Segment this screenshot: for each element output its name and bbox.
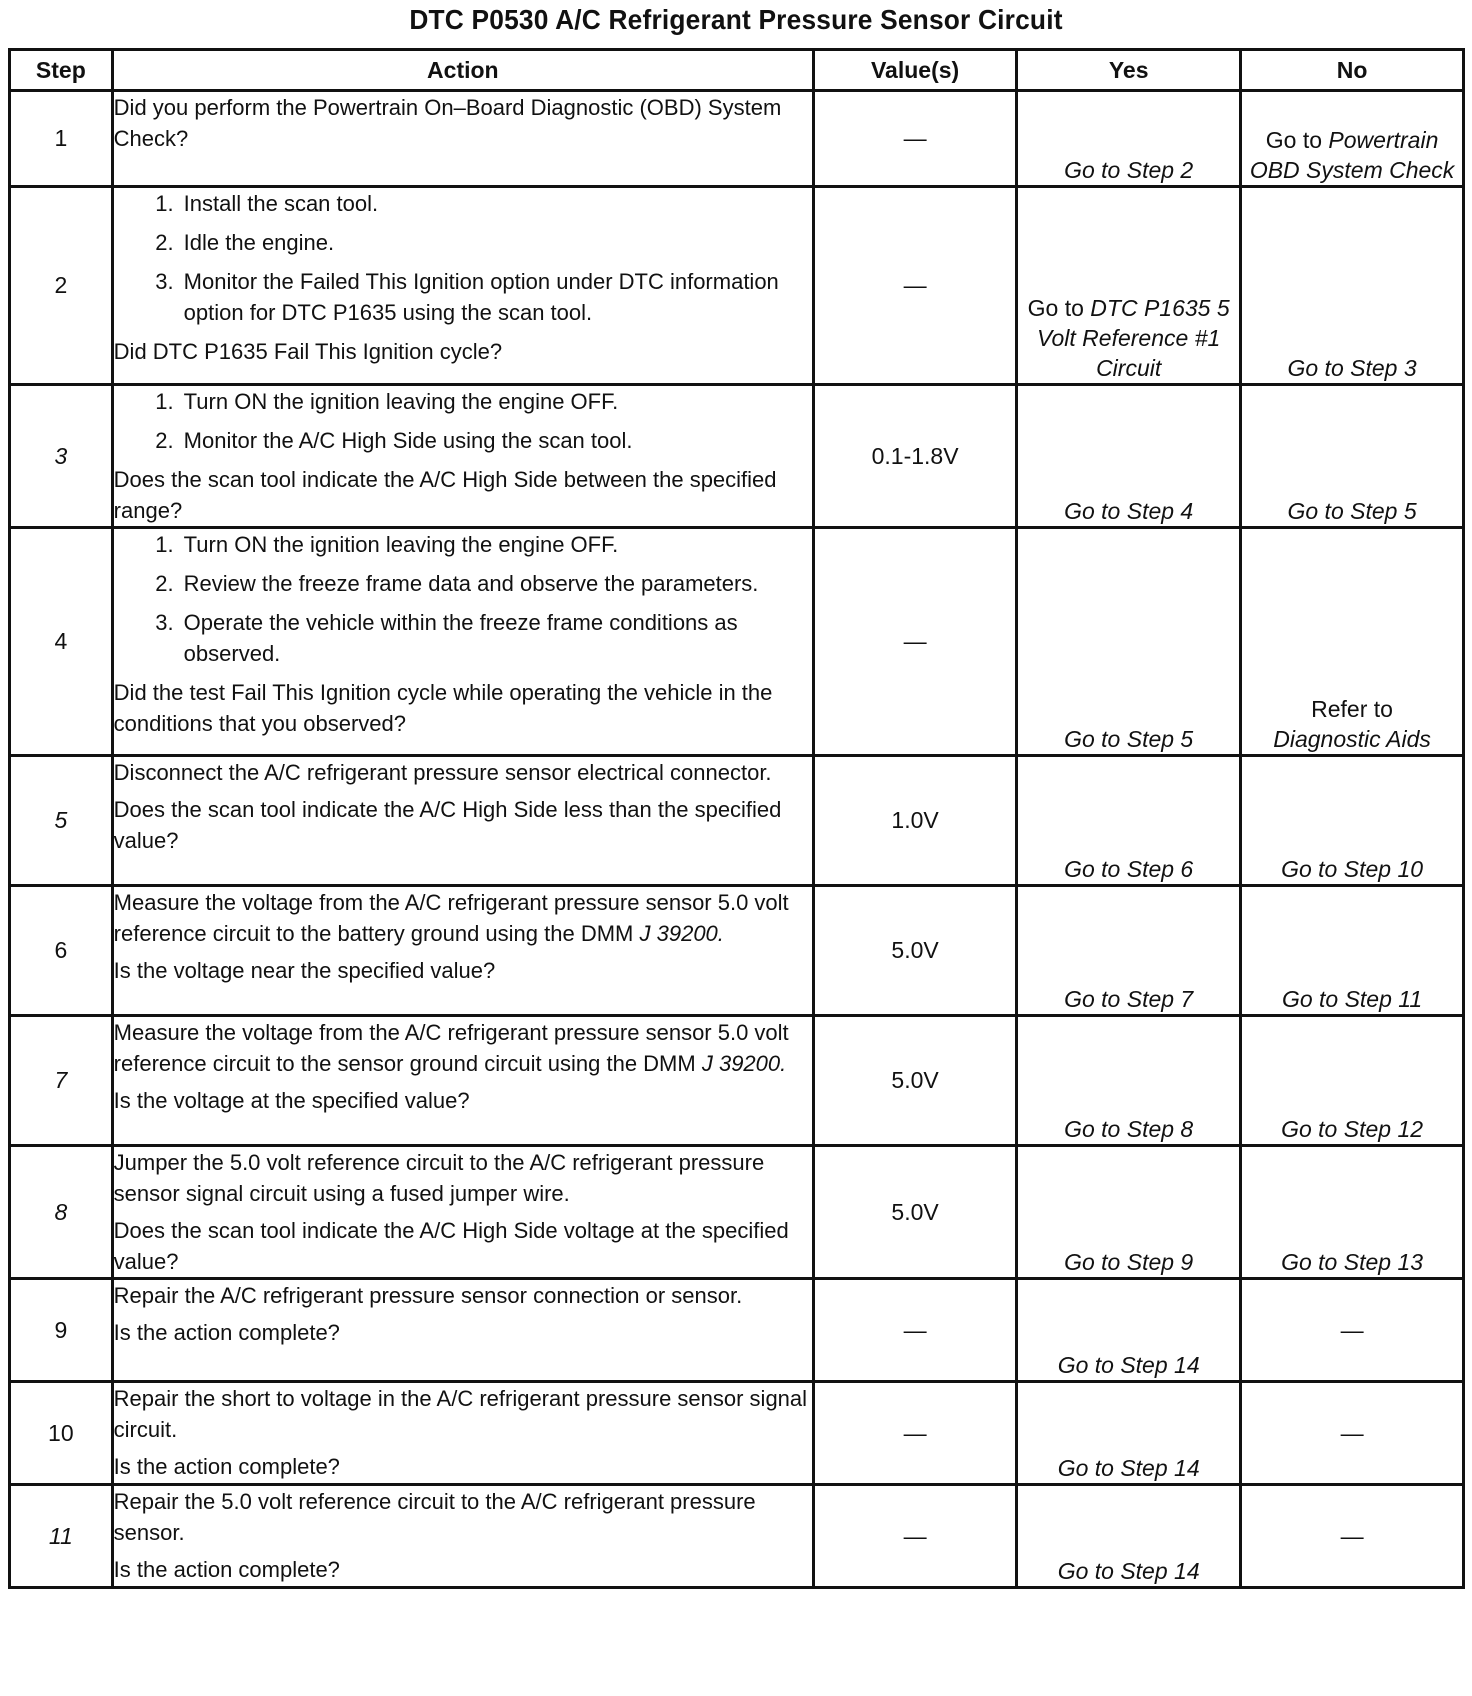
value-cell: — — [814, 528, 1017, 756]
step-number: 4 — [10, 528, 113, 756]
action-text: Repair the short to voltage in the A/C refrigerant pressure sensor signal circuit. — [113, 1386, 808, 1442]
table-row — [10, 385, 1464, 528]
no-cell — [1241, 528, 1464, 756]
no-cell: Go to Step 10 — [1241, 756, 1464, 886]
value-cell: — — [814, 1382, 1017, 1485]
action-list-item: 3. Monitor the Failed This Ignition option under DTC information option for DTC P1635 using the scan tool. — [180, 266, 812, 328]
header-yes: Yes — [1017, 50, 1241, 91]
action-text: Measure the voltage from the A/C refrigerant pressure sensor 5.0 volt reference circuit to the sensor ground circuit using the DMM — [113, 1020, 789, 1076]
yes-cell: Go to Step 4 — [1017, 385, 1241, 528]
action-question: Does the scan tool indicate the A/C High Side voltage at the specified value? — [113, 1218, 789, 1274]
table-row — [10, 1279, 1464, 1382]
action-list — [114, 529, 812, 669]
action-cell — [112, 1016, 813, 1146]
step-number: 10 — [10, 1382, 113, 1485]
action-list-item: 3. Operate the vehicle within the freeze frame conditions as observed. — [180, 607, 812, 669]
step-number: 8 — [10, 1146, 113, 1279]
yes-reference: DTC P1635 5 Volt Reference #1 Circuit — [1037, 295, 1230, 381]
table-row — [10, 1485, 1464, 1588]
table-row — [10, 756, 1464, 886]
action-list-item: 1. Install the scan tool. — [180, 188, 812, 219]
table-row — [10, 1382, 1464, 1485]
tool-reference: J 39200. — [701, 1051, 787, 1076]
value-cell: 5.0V — [814, 1016, 1017, 1146]
header-step: Step — [10, 50, 113, 91]
action-question: Is the action complete? — [113, 1557, 340, 1582]
table-row — [10, 91, 1464, 187]
step-number: 7 — [10, 1016, 113, 1146]
action-cell — [112, 528, 813, 756]
value-cell: 5.0V — [814, 886, 1017, 1016]
action-list-item: 2. Monitor the A/C High Side using the scan tool. — [180, 425, 812, 456]
action-cell — [112, 756, 813, 886]
step-number: 11 — [10, 1485, 113, 1588]
action-question: Did DTC P1635 Fail This Ignition cycle? — [113, 339, 503, 364]
header-row — [10, 50, 1464, 91]
value-cell: 1.0V — [814, 756, 1017, 886]
no-cell: — — [1241, 1382, 1464, 1485]
action-cell — [112, 1485, 813, 1588]
action-list — [114, 386, 812, 456]
table-row — [10, 1016, 1464, 1146]
action-text-block — [114, 1017, 812, 1079]
yes-prefix: Go to — [1027, 295, 1084, 321]
step-number: 3 — [10, 385, 113, 528]
no-reference: Diagnostic Aids — [1273, 726, 1431, 752]
header-no: No — [1241, 50, 1464, 91]
action-text: Disconnect the A/C refrigerant pressure sensor electrical connector. — [113, 760, 772, 785]
yes-cell: Go to Step 5 — [1017, 528, 1241, 756]
table-row — [10, 528, 1464, 756]
action-question: Is the action complete? — [113, 1320, 340, 1345]
yes-cell: Go to Step 14 — [1017, 1382, 1241, 1485]
action-list — [114, 188, 812, 328]
action-text: Did you perform the Powertrain On–Board Diagnostic (OBD) System Check? — [113, 95, 782, 151]
action-cell — [112, 1146, 813, 1279]
yes-cell — [1017, 187, 1241, 385]
table-row — [10, 886, 1464, 1016]
action-text: Repair the 5.0 volt reference circuit to the A/C refrigerant pressure sensor. — [113, 1489, 756, 1545]
table-row — [10, 1146, 1464, 1279]
step-number: 5 — [10, 756, 113, 886]
action-cell — [112, 1279, 813, 1382]
action-cell — [112, 886, 813, 1016]
action-question: Is the voltage at the specified value? — [113, 1088, 470, 1113]
value-cell: — — [814, 91, 1017, 187]
no-cell: Go to Step 5 — [1241, 385, 1464, 528]
yes-cell: Go to Step 7 — [1017, 886, 1241, 1016]
no-cell: Go to Step 12 — [1241, 1016, 1464, 1146]
action-question: Did the test Fail This Ignition cycle while operating the vehicle in the conditions that you observed? — [113, 680, 773, 736]
no-cell: — — [1241, 1279, 1464, 1382]
action-list-item: 2. Review the freeze frame data and observe the parameters. — [180, 568, 812, 599]
action-list-item: 1. Turn ON the ignition leaving the engine OFF. — [180, 529, 812, 560]
action-list-item: 1. Turn ON the ignition leaving the engine OFF. — [180, 386, 812, 417]
action-text: Measure the voltage from the A/C refrigerant pressure sensor 5.0 volt reference circuit to the battery ground using the DMM — [113, 890, 789, 946]
action-question: Does the scan tool indicate the A/C High Side between the specified range? — [113, 467, 777, 523]
header-values: Value(s) — [814, 50, 1017, 91]
table-row — [10, 187, 1464, 385]
yes-cell: Go to Step 8 — [1017, 1016, 1241, 1146]
action-text-block — [114, 887, 812, 949]
value-cell: 0.1-1.8V — [814, 385, 1017, 528]
action-cell — [112, 385, 813, 528]
action-question: Is the voltage near the specified value? — [113, 958, 496, 983]
yes-cell: Go to Step 9 — [1017, 1146, 1241, 1279]
tool-reference: J 39200. — [639, 921, 724, 946]
diagnostic-table — [8, 48, 1465, 1589]
step-number: 2 — [10, 187, 113, 385]
action-text: Repair the A/C refrigerant pressure sensor connection or sensor. — [113, 1283, 743, 1308]
no-cell — [1241, 91, 1464, 187]
no-cell: — — [1241, 1485, 1464, 1588]
action-cell — [112, 1382, 813, 1485]
action-cell — [112, 187, 813, 385]
step-number: 6 — [10, 886, 113, 1016]
no-prefix: Refer to — [1311, 696, 1393, 722]
no-cell: Go to Step 11 — [1241, 886, 1464, 1016]
yes-cell: Go to Step 14 — [1017, 1279, 1241, 1382]
action-list-item: 2. Idle the engine. — [180, 227, 812, 258]
value-cell: — — [814, 1485, 1017, 1588]
value-cell: 5.0V — [814, 1146, 1017, 1279]
yes-cell: Go to Step 14 — [1017, 1485, 1241, 1588]
step-number: 1 — [10, 91, 113, 187]
value-cell: — — [814, 187, 1017, 385]
action-question: Is the action complete? — [113, 1454, 340, 1479]
action-question: Does the scan tool indicate the A/C High Side less than the specified value? — [113, 797, 782, 853]
step-number: 9 — [10, 1279, 113, 1382]
no-cell: Go to Step 13 — [1241, 1146, 1464, 1279]
no-cell: Go to Step 3 — [1241, 187, 1464, 385]
page-title: DTC P0530 A/C Refrigerant Pressure Sensor Circuit — [409, 4, 1063, 35]
action-text: Jumper the 5.0 volt reference circuit to the A/C refrigerant pressure sensor signal circuit using a fused jumper wire. — [113, 1150, 765, 1206]
header-action: Action — [112, 50, 813, 91]
action-cell — [112, 91, 813, 187]
no-prefix: Go to — [1265, 127, 1323, 153]
value-cell: — — [814, 1279, 1017, 1382]
yes-cell: Go to Step 6 — [1017, 756, 1241, 886]
no-reference: Powertrain OBD System Check — [1249, 127, 1455, 183]
yes-cell: Go to Step 2 — [1017, 91, 1241, 187]
